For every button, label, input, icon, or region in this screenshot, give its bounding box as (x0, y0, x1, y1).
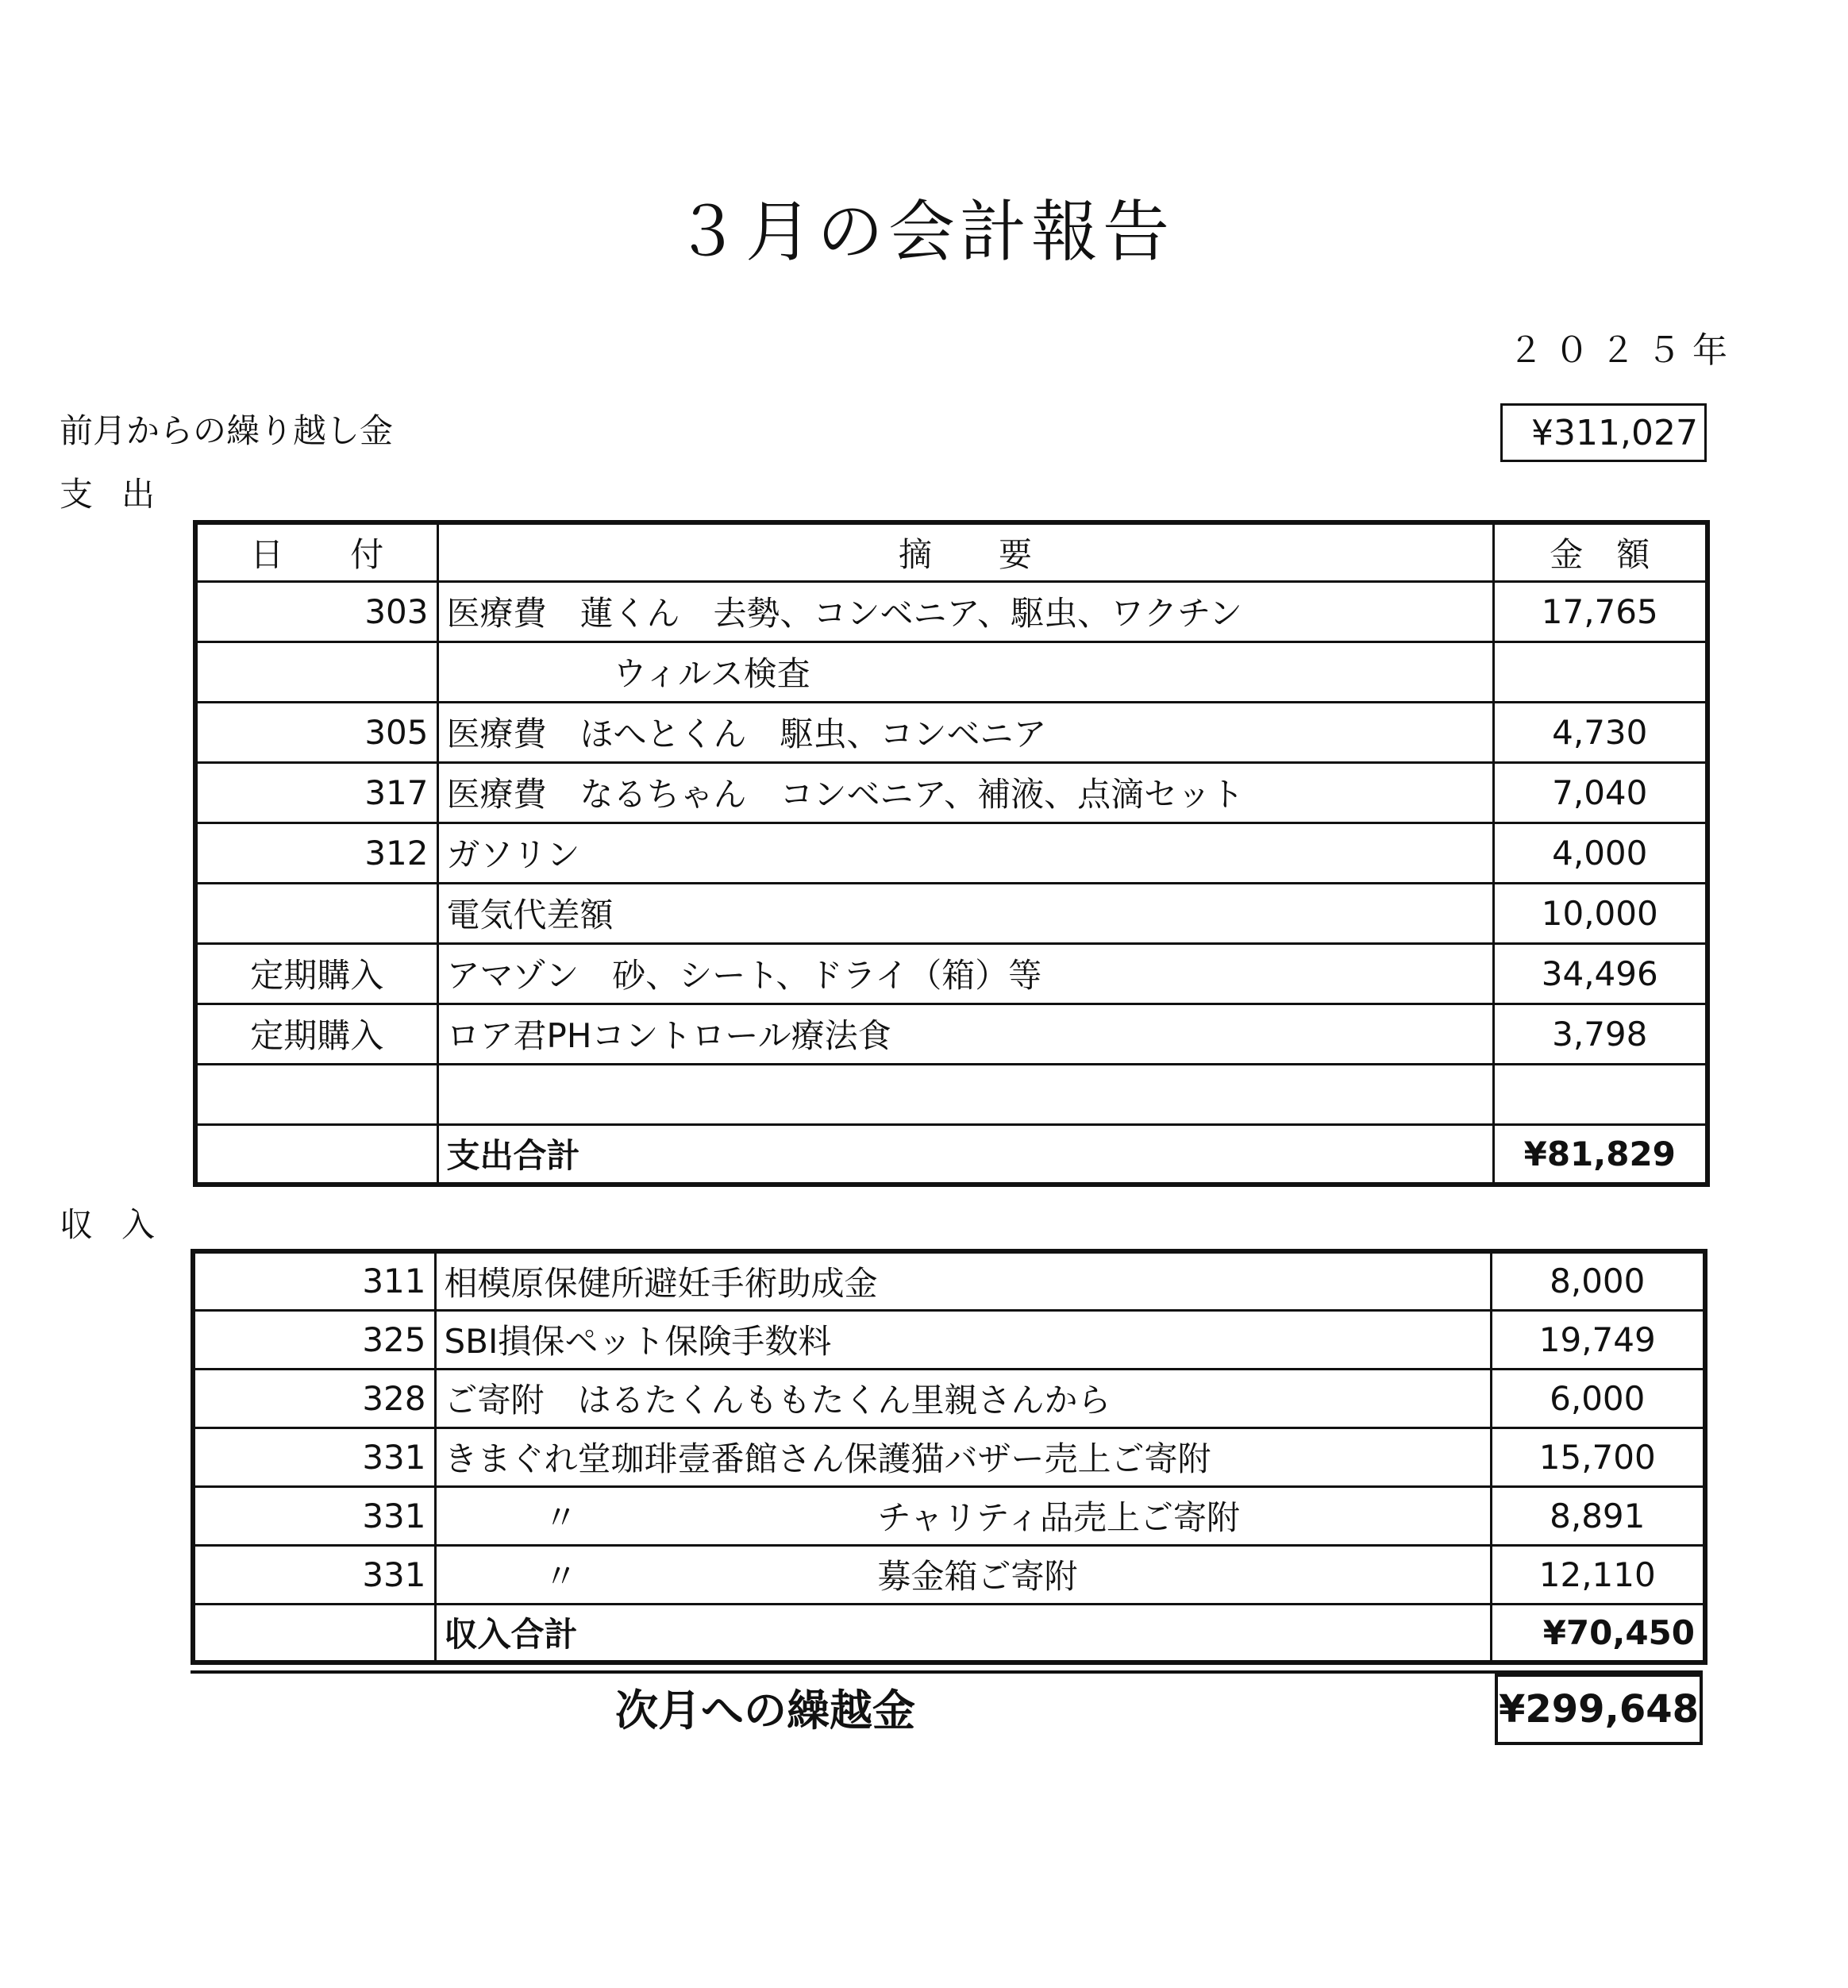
report-year: ２０２５年 (1508, 330, 1738, 371)
expense-amount: 4,730 (1493, 702, 1707, 762)
income-description: ご寄附 はるたくんももたくん里親さんから (435, 1369, 1491, 1427)
expense-description: ロア君PHコントロール療法食 (437, 1004, 1493, 1064)
expense-table (193, 520, 1710, 1187)
income-row (193, 1369, 1705, 1427)
expense-row (195, 581, 1707, 641)
expense-row (195, 641, 1707, 702)
income-description: 〃 チャリティ品売上ご寄附 (435, 1486, 1491, 1545)
expense-amount: 3,798 (1493, 1004, 1707, 1064)
expense-description: 医療費 なるちゃん コンベニア、補液、点滴セット (437, 762, 1493, 823)
expense-description (437, 1064, 1493, 1124)
income-date: 328 (193, 1369, 435, 1427)
income-total-date (193, 1604, 435, 1662)
expense-row (195, 823, 1707, 883)
expense-total-amount: ¥81,829 (1493, 1124, 1707, 1185)
expense-amount: 7,040 (1493, 762, 1707, 823)
income-total-amount: ¥70,450 (1491, 1604, 1705, 1662)
expense-amount: 34,496 (1493, 943, 1707, 1004)
income-description: SBI損保ペット保険手数料 (435, 1310, 1491, 1369)
expense-row (195, 1064, 1707, 1124)
separator-line (191, 1670, 1703, 1674)
expense-description: 医療費 蓮くん 去勢、コンベニア、駆虫、ワクチン (437, 581, 1493, 641)
income-row (193, 1486, 1705, 1545)
income-description: 〃 募金箱ご寄附 (435, 1545, 1491, 1604)
income-date: 325 (193, 1310, 435, 1369)
income-date: 331 (193, 1486, 435, 1545)
expense-amount (1493, 641, 1707, 702)
page-title: ３月の会計報告 (673, 193, 1174, 271)
expense-date: 定期購入 (195, 1004, 437, 1064)
expense-row (195, 883, 1707, 943)
expense-amount: 17,765 (1493, 581, 1707, 641)
header-description: 摘 要 (437, 522, 1493, 581)
expense-date: 303 (195, 581, 437, 641)
income-date: 311 (193, 1251, 435, 1310)
expense-amount (1493, 1064, 1707, 1124)
next-month-label: 次月への繰越金 (615, 1686, 915, 1736)
carryover-amount: ¥311,027 (1500, 403, 1707, 462)
income-total-row (193, 1604, 1705, 1662)
income-amount: 8,891 (1491, 1486, 1705, 1545)
income-amount: 19,749 (1491, 1310, 1705, 1369)
income-row (193, 1427, 1705, 1486)
expense-total-date (195, 1124, 437, 1185)
header-date: 日 付 (195, 522, 437, 581)
expense-total-row (195, 1124, 1707, 1185)
income-amount: 8,000 (1491, 1251, 1705, 1310)
income-date: 331 (193, 1427, 435, 1486)
expense-date: 317 (195, 762, 437, 823)
expense-description: ウィルス検査 (437, 641, 1493, 702)
expense-row (195, 943, 1707, 1004)
expense-total-label: 支出合計 (437, 1124, 1493, 1185)
expense-row (195, 1004, 1707, 1064)
header-amount: 金 額 (1493, 522, 1707, 581)
expense-description: ガソリン (437, 823, 1493, 883)
income-date: 331 (193, 1545, 435, 1604)
income-amount: 6,000 (1491, 1369, 1705, 1427)
expense-date (195, 883, 437, 943)
expense-date (195, 641, 437, 702)
expense-description: 医療費 ほへとくん 駆虫、コンベニア (437, 702, 1493, 762)
expense-row (195, 762, 1707, 823)
income-row (193, 1545, 1705, 1604)
expense-date: 305 (195, 702, 437, 762)
expense-date (195, 1064, 437, 1124)
expense-date: 312 (195, 823, 437, 883)
income-row (193, 1251, 1705, 1310)
expense-amount: 4,000 (1493, 823, 1707, 883)
income-description: 相模原保健所避妊手術助成金 (435, 1251, 1491, 1310)
expense-row (195, 702, 1707, 762)
income-total-label: 収入合計 (435, 1604, 1491, 1662)
income-amount: 15,700 (1491, 1427, 1705, 1486)
expense-section-label: 支出 (60, 475, 184, 514)
expense-description: アマゾン 砂、シート、ドライ（箱）等 (437, 943, 1493, 1004)
carryover-label: 前月からの繰り越し金 (60, 411, 394, 450)
income-section-label: 収入 (60, 1205, 184, 1244)
expense-header-row (195, 522, 1707, 581)
income-row (193, 1310, 1705, 1369)
income-table (191, 1249, 1707, 1665)
income-amount: 12,110 (1491, 1545, 1705, 1604)
income-description: きまぐれ堂珈琲壹番館さん保護猫バザー売上ご寄附 (435, 1427, 1491, 1486)
expense-description: 電気代差額 (437, 883, 1493, 943)
expense-date: 定期購入 (195, 943, 437, 1004)
expense-amount: 10,000 (1493, 883, 1707, 943)
next-month-amount: ¥299,648 (1495, 1674, 1703, 1745)
